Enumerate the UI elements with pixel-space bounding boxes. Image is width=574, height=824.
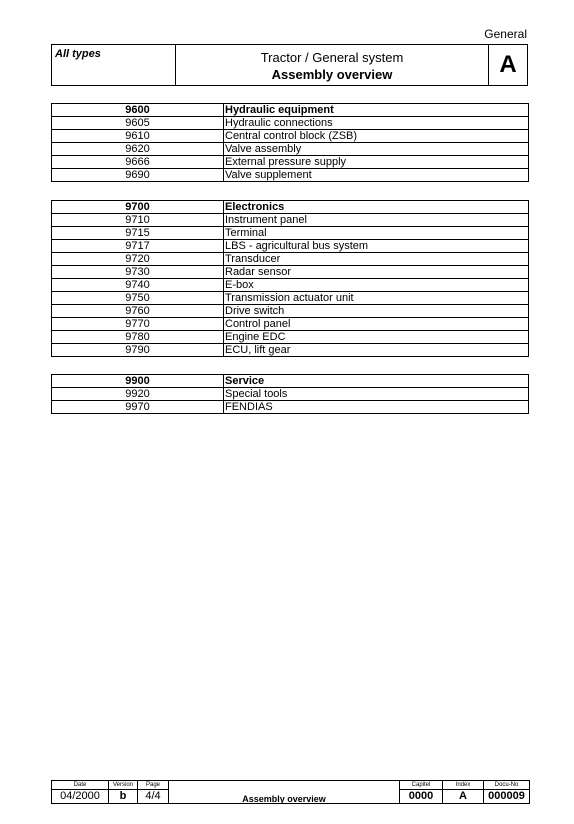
- index-letter: A: [499, 51, 517, 78]
- item-code: 9610: [52, 130, 224, 143]
- group-table-hydraulic: [51, 103, 529, 182]
- item-code: 9717: [52, 240, 224, 253]
- item-label: E-box: [224, 279, 529, 292]
- footer-page-label: Page: [138, 781, 169, 790]
- table-row: [52, 305, 529, 318]
- footer-capitel-label: Capitel: [400, 781, 443, 790]
- item-label: Radar sensor: [224, 266, 529, 279]
- footer-date: 04/2000: [52, 790, 109, 804]
- item-code: 9710: [52, 214, 224, 227]
- footer-docu-no: 000009: [484, 790, 530, 804]
- item-label: FENDIAS: [224, 401, 529, 414]
- table-row: [52, 130, 529, 143]
- item-label: Transmission actuator unit: [224, 292, 529, 305]
- item-label: LBS - agricultural bus system: [224, 240, 529, 253]
- table-row: [52, 292, 529, 305]
- title-block: [176, 45, 489, 85]
- footer-title: Assembly overview: [169, 781, 400, 804]
- group-table-electronics: [51, 200, 529, 357]
- footer-date-label: Date: [52, 781, 109, 790]
- item-code: 9770: [52, 318, 224, 331]
- item-code: 9760: [52, 305, 224, 318]
- group-label: Service: [224, 375, 529, 388]
- group-label: Electronics: [224, 201, 529, 214]
- item-label: Valve assembly: [224, 143, 529, 156]
- title-line-2: Assembly overview: [271, 67, 393, 82]
- group-table-service: [51, 374, 529, 414]
- applicability-label: All types: [52, 45, 176, 85]
- document-header: [51, 44, 528, 86]
- footer-docu-label: Docu-No: [484, 781, 530, 790]
- item-label: ECU, lift gear: [224, 344, 529, 357]
- footer-version-label: Version: [109, 781, 138, 790]
- item-code: 9730: [52, 266, 224, 279]
- item-code: 9666: [52, 156, 224, 169]
- table-row: [52, 401, 529, 414]
- item-code: 9605: [52, 117, 224, 130]
- group-code: 9700: [52, 201, 224, 214]
- corner-label: General: [484, 27, 527, 41]
- item-code: 9780: [52, 331, 224, 344]
- group-label: Hydraulic equipment: [224, 104, 529, 117]
- item-code: 9970: [52, 401, 224, 414]
- item-code: 9740: [52, 279, 224, 292]
- table-row: [52, 388, 529, 401]
- table-row: [52, 318, 529, 331]
- table-row: [52, 240, 529, 253]
- item-code: 9750: [52, 292, 224, 305]
- group-code: 9600: [52, 104, 224, 117]
- table-row: [52, 214, 529, 227]
- table-row: [52, 253, 529, 266]
- item-label: External pressure supply: [224, 156, 529, 169]
- footer-capitel: 0000: [400, 790, 443, 804]
- document-footer: [51, 780, 530, 804]
- item-label: Hydraulic connections: [224, 117, 529, 130]
- table-row: [52, 156, 529, 169]
- item-label: Valve supplement: [224, 169, 529, 182]
- item-code: 9920: [52, 388, 224, 401]
- item-label: Drive switch: [224, 305, 529, 318]
- item-label: Engine EDC: [224, 331, 529, 344]
- table-row: [52, 117, 529, 130]
- group-code: 9900: [52, 375, 224, 388]
- footer-index: A: [443, 790, 484, 804]
- item-label: Terminal: [224, 227, 529, 240]
- footer-version: b: [109, 790, 138, 804]
- item-code: 9690: [52, 169, 224, 182]
- table-row: [52, 143, 529, 156]
- item-label: Special tools: [224, 388, 529, 401]
- item-label: Instrument panel: [224, 214, 529, 227]
- table-row: [52, 279, 529, 292]
- group-header-row: [52, 201, 529, 214]
- table-row: [52, 227, 529, 240]
- footer-index-label: Index: [443, 781, 484, 790]
- footer-page: 4/4: [138, 790, 169, 804]
- item-label: Transducer: [224, 253, 529, 266]
- table-row: [52, 266, 529, 279]
- item-label: Control panel: [224, 318, 529, 331]
- item-code: 9620: [52, 143, 224, 156]
- footer-label-row: [52, 781, 530, 790]
- group-header-row: [52, 104, 529, 117]
- table-row: [52, 331, 529, 344]
- item-code: 9715: [52, 227, 224, 240]
- title-line-1: Tractor / General system: [260, 50, 404, 65]
- item-label: Central control block (ZSB): [224, 130, 529, 143]
- item-code: 9720: [52, 253, 224, 266]
- table-row: [52, 344, 529, 357]
- item-code: 9790: [52, 344, 224, 357]
- table-row: [52, 169, 529, 182]
- group-header-row: [52, 375, 529, 388]
